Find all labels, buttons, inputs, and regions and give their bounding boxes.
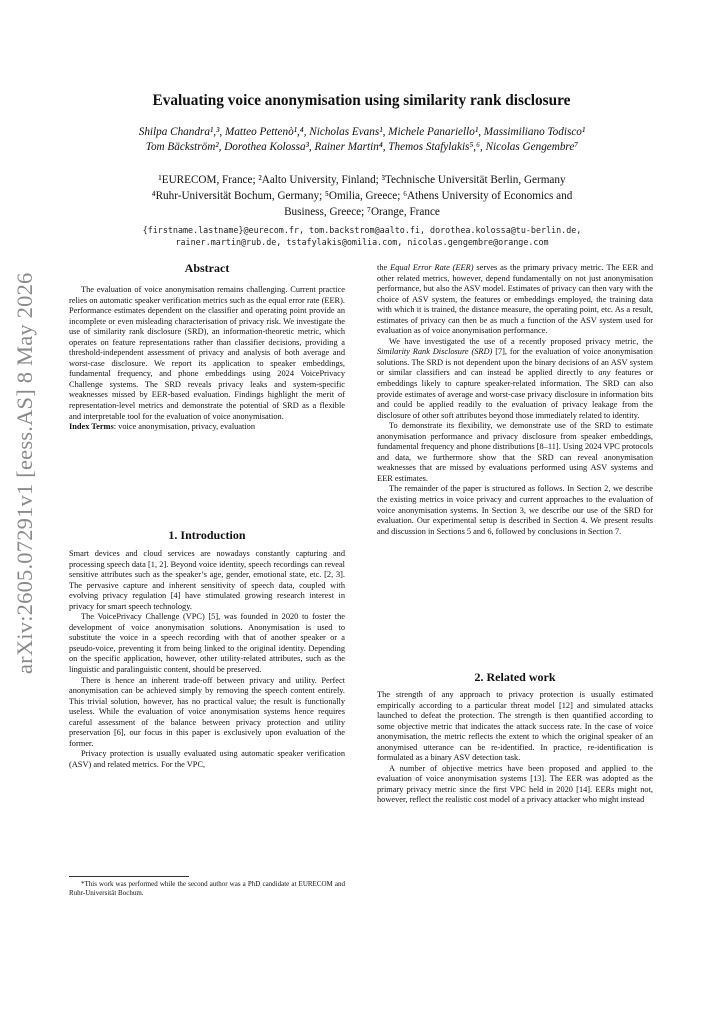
- footnote-rule: [69, 876, 189, 877]
- intro-paragraph-7: To demonstrate its flexibility, we demonstrate use of the SRD to estimate anonymisation performance and privacy disclosure from speaker embeddings, fundamental frequency and phone distributions [8–11]. Using 2024 VPC protocols and data, we furthermore show that the SRD can reveal anonymisation weaknesses that are missed by evaluations performed using ASV systems and EER estimates.: [377, 421, 653, 483]
- index-terms: [69, 422, 345, 433]
- srd-term: Similarity Rank Disclosure (SRD): [377, 347, 493, 357]
- author-list: [64, 125, 660, 155]
- intro-paragraph-8: The remainder of the paper is structured as follows. In Section 2, we describe the existing metrics in voice privacy and current approaches to the evaluation of voice anonymisation systems. In Section 3, we describe our use of the SRD for evaluation. Our experimental setup is described in Section 4. We present results and discussion in Sections 5 and 6, followed by conclusions in Section 7.: [377, 484, 653, 536]
- abstract-heading: Abstract: [184, 261, 230, 275]
- abstract-text: The evaluation of voice anonymisation remains challenging. Current practice relies on automatic speaker verification metrics such as the equal error rate (EER). Performance estimates dependent on the classifier and operating point provide an incomplete or even misleading characterisation of privacy risk. We investigate the use of similarity rank disclosure (SRD), an information-theoretic metric, which operates on feature representations rather than classifier decisions, providing a threshold-independent assessment of privacy and analysis of both average and worst-case disclosure. We report its application to speaker embeddings, fundamental frequency, and phone embeddings using 2024 VoicePrivacy Challenge systems. The SRD reveals privacy leaks and system-specific weaknesses missed by EER-based evaluation. Findings highlight the merit of representation-level metrics and demonstrate the potential of SRD as a flexible and interpretable tool for the evaluation of voice anonymisation.: [69, 285, 345, 421]
- text-run: features or embeddings likely to capture speaker-related information. The SRD can also provide estimates of average and worst-case privacy disclosure in information bits and could be applied readily to the evaluation of privacy leakage from the disclosure of other soft attributes beyond those immediately related to identity.: [377, 368, 653, 420]
- arxiv-stamp[interactable]: arXiv:2605.07291v1 [eess.AS] 8 May 2026: [12, 272, 37, 674]
- affiliations: [64, 172, 660, 220]
- intro-paragraph-2: The VoicePrivacy Challenge (VPC) [5], was founded in 2020 to foster the development of voice anonymisation solutions. Anonymisation is used to substitute the voice in a speech recording with that of another speaker or a pseudo-voice, preventing it from being linked to the original identity. Depending on the specific application, however, other utility-related attributes, such as the linguistic and paralinguistic content, should be preserved.: [69, 612, 345, 675]
- related-paragraph-2: A number of objective metrics have been proposed and applied to the evaluation of voice anonymisation systems [13]. The EER was adopted as the primary privacy metric since the first VPC held in 2020 [14]. EERs might not, however, reflect the realistic cost model of a privacy attacker who might instead: [377, 763, 653, 805]
- introduction-heading: 1. Introduction: [168, 528, 246, 542]
- related-work-section: [377, 690, 653, 806]
- affiliation-line-3: Business, Greece; ⁷Orange, France: [284, 206, 440, 218]
- intro-paragraph-4: Privacy protection is usually evaluated using automatic speaker verification (ASV) and related metrics. For the VPC,: [69, 749, 345, 769]
- email-addresses: [64, 225, 660, 248]
- affiliation-line-1: ¹EURECOM, France; ²Aalto University, Finland; ³Technische Universität Berlin, Germany: [158, 174, 566, 186]
- author-line-2: Tom Bäckström², Dorothea Kolossa³, Rainer Martin⁴, Themos Stafylakis⁵,⁶, Nicolas Gengembre⁷: [145, 141, 579, 153]
- paper-title: Evaluating voice anonymisation using similarity rank disclosure: [152, 92, 571, 109]
- author-line-1: Shilpa Chandra¹,³, Matteo Pettenò¹,⁴, Nicholas Evans¹, Michele Panariello¹, Massimiliano Todisco¹: [138, 126, 586, 138]
- text-run: We have investigated the use of a recently proposed privacy metric, the: [389, 336, 653, 346]
- intro-paragraph-1: Smart devices and cloud services are nowadays constantly capturing and processing speech data [1, 2]. Beyond voice identity, speech recordings can reveal sensitive attributes such as the speaker’s age, gender, emotional state, etc. [2, 3]. The pervasive capture and inherent sensitivity of speech data, coupled with evolving privacy regulation [4] have stimulated growing research interest in privacy for smart speech technology.: [69, 549, 345, 611]
- related-work-heading: 2. Related work: [474, 670, 556, 684]
- intro-paragraph-3: There is hence an inherent trade-off between privacy and utility. Perfect anonymisation can be achieved simply by removing the speech content entirely. This trivial solution, however, has no practical value; the result is functionally useless. While the evaluation of voice anonymisation systems hence requires careful assessment of the balance between privacy protection and utility preservation [6], our focus in this paper is exclusively upon evaluation of the former.: [69, 675, 345, 748]
- text-run: serves as the primary privacy metric. The EER and other related metrics, however, depend fundamentally on not just anonymisation performance, but also the ASV model. Estimates of privacy can then vary with the choice of ASV system, the features or embeddings employed, the training data with which it is trained, the distance measure, the operating point, etc. As a result, estimates of privacy can then be as much a function of the ASV system used for evaluation as of voice anonymisation performance.: [377, 263, 654, 336]
- index-terms-label: Index Terms: [69, 422, 114, 432]
- affiliation-line-2: ⁴Ruhr-Universität Bochum, Germany; ⁵Omilia, Greece; ⁶Athens University of Economics and: [151, 190, 573, 202]
- email-line-2: rainer.martin@rub.de, tstafylakis@omilia.com, nicolas.gengembre@orange.com: [175, 236, 549, 247]
- text-run: [7], for the evaluation of voice anonymisation solutions. The SRD is not dependent upon the binary decisions of an ASV system or similar classifiers and can instead be applied directly to: [377, 347, 653, 378]
- intro-paragraph-6: [377, 337, 653, 421]
- any-emphasis: any: [598, 368, 611, 378]
- intro-paragraph-5: [377, 263, 653, 337]
- abstract-section: [69, 285, 345, 433]
- related-paragraph-1: The strength of any approach to privacy protection is usually estimated empirically according to a particular threat model [12] and simulated attacks launched to defeat the protection. The strength is then quantified according to some objective metric that indicates the attack success rate. In the case of voice anonymisation, the metric reflects the extent to which the original speaker of an anonymised utterance can be re-identified. In practice, re-identification is formulated as a binary ASV detection task.: [377, 690, 653, 763]
- introduction-section: [69, 549, 345, 770]
- eer-term: Equal Error Rate (EER): [390, 263, 474, 272]
- text-run: the: [377, 263, 391, 272]
- index-terms-text: : voice anonymisation, privacy, evaluation: [113, 422, 256, 432]
- footnote: [69, 880, 345, 898]
- email-line-1: {firstname.lastname}@eurecom.fr, tom.backstrom@aalto.fi, dorothea.kolossa@tu-berlin.de,: [142, 225, 582, 235]
- intro-continued: [377, 263, 653, 537]
- footnote-text: *This work was performed while the second author was a PhD candidate at EURECOM and Ruhr-Universität Bochum.: [69, 880, 345, 897]
